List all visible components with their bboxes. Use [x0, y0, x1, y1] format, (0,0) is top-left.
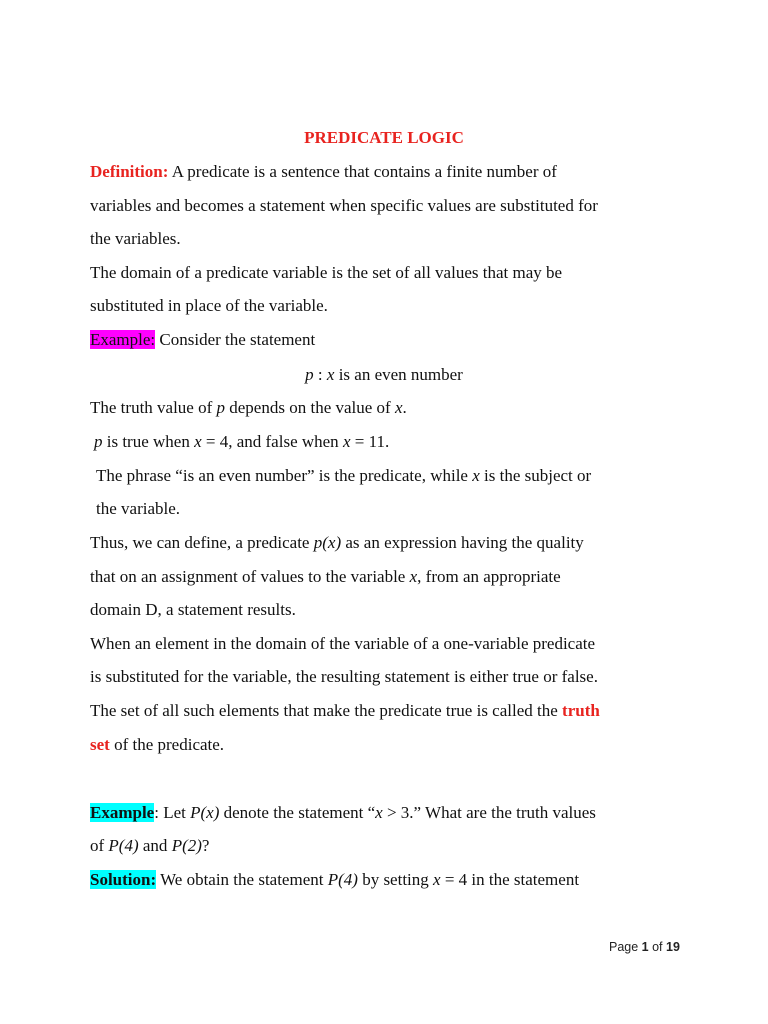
domain-line-2: substituted in place of the variable. [90, 296, 328, 315]
thus-line-1 [90, 532, 584, 554]
phrase-line-1 [96, 465, 591, 487]
definition-text: A predicate is a sentence that contains a finite number of [168, 162, 557, 181]
text: ? [201, 836, 210, 855]
text: : Let [154, 803, 191, 822]
truth-term: truth [562, 701, 600, 720]
var-x: x [409, 567, 418, 586]
definition-label: Definition: [90, 162, 169, 181]
example-1-label: Example: [90, 330, 156, 349]
text: , from an appropriate [417, 567, 561, 586]
var-x: x [375, 803, 383, 822]
text: . [402, 398, 407, 417]
var-x: x [394, 398, 403, 417]
colon: : [313, 365, 327, 384]
thus-line-3: domain D, a statement results. [90, 600, 296, 619]
text: > 3.” What are the truth values [382, 803, 596, 822]
var-p4: P(4) [108, 836, 139, 855]
example-2-label: Example [90, 803, 155, 822]
definition-line-2: variables and becomes a statement when specific values are substituted for [90, 196, 598, 215]
example-2-line-1 [90, 802, 596, 824]
truth-set-line-1 [90, 700, 600, 722]
text: We obtain the statement [156, 870, 328, 889]
text: is true when [102, 432, 195, 451]
solution-label: Solution: [90, 870, 157, 889]
page-word: Page [609, 940, 642, 954]
example-2-line-2 [90, 835, 209, 857]
example-1-text: Consider the statement [155, 330, 316, 349]
truth-value-line [90, 397, 407, 419]
domain-line-1: The domain of a predicate variable is the set of all values that may be [90, 263, 563, 282]
statement-line [0, 364, 768, 386]
text: The set of all such elements that make the predicate true is called the [90, 701, 563, 720]
statement-rest: is an even number [334, 365, 463, 384]
var-x: x [433, 870, 441, 889]
text: Thus, we can define, a predicate [90, 533, 314, 552]
page-title: PREDICATE LOGIC [304, 128, 464, 147]
phrase-line-2: the variable. [96, 499, 181, 518]
definition-line-3: the variables. [90, 229, 181, 248]
example-1-line [90, 329, 315, 351]
var-px: P(x) [190, 803, 220, 822]
var-p: p [305, 365, 314, 384]
text: and [138, 836, 172, 855]
var-x: x [342, 432, 351, 451]
truth-set-line-2 [90, 734, 224, 756]
of-word: of [648, 940, 666, 954]
text: = 11. [350, 432, 390, 451]
var-px: p(x) [313, 533, 342, 552]
text: of the predicate. [109, 735, 225, 754]
var-x: x [472, 466, 480, 485]
text: depends on the value of [225, 398, 395, 417]
text: The phrase “is an even number” is the predicate, while [96, 466, 473, 485]
text: denote the statement “ [219, 803, 376, 822]
var-p: p [94, 432, 103, 451]
element-line-2: is substituted for the variable, the resulting statement is either true or false. [90, 667, 598, 686]
var-x: x [194, 432, 202, 451]
page-number: 1 [641, 940, 649, 954]
text: as an expression having the quality [341, 533, 584, 552]
page-total: 19 [666, 940, 680, 954]
page-footer [609, 940, 680, 954]
set-term: set [90, 735, 110, 754]
definition-line-1 [90, 161, 557, 183]
var-p2: P(2) [171, 836, 202, 855]
text: is the subject or [479, 466, 592, 485]
text: = 4 in the statement [440, 870, 580, 889]
p-true-line [94, 431, 389, 453]
var-x: x [326, 365, 335, 384]
element-line-1: When an element in the domain of the variable of a one-variable predicate [90, 634, 596, 653]
text: = 4, and false when [201, 432, 343, 451]
text: The truth value of [90, 398, 217, 417]
var-p: p [216, 398, 226, 417]
solution-line [90, 869, 579, 891]
var-p4: P(4) [327, 870, 358, 889]
text: that on an assignment of values to the variable [90, 567, 410, 586]
thus-line-2 [90, 566, 561, 588]
text: of [90, 836, 109, 855]
text: by setting [357, 870, 434, 889]
